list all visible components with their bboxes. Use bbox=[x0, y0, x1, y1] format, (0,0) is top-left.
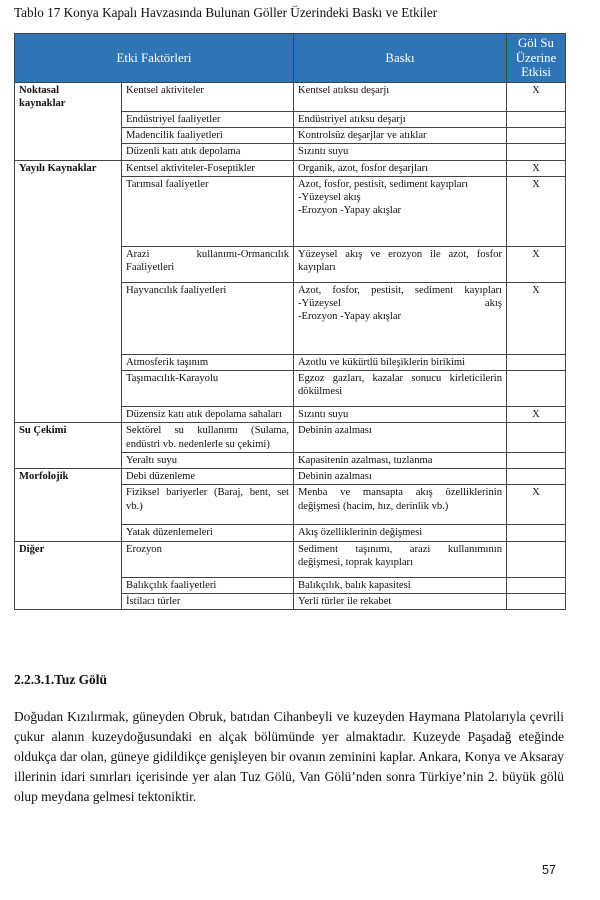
table-row bbox=[15, 525, 566, 541]
effect-cell: X bbox=[507, 485, 566, 525]
group-label-continuation bbox=[15, 593, 122, 609]
group-label-continuation bbox=[15, 525, 122, 541]
factor-cell: Yatak düzenlemeleri bbox=[122, 525, 294, 541]
table-caption: Tablo 17 Konya Kapalı Havzasında Bulunan Göller Üzerindeki Baskı ve Etkiler bbox=[14, 5, 438, 20]
group-label-continuation bbox=[15, 176, 122, 246]
effect-cell: X bbox=[507, 83, 566, 112]
group-label-continuation bbox=[15, 144, 122, 160]
factor-cell: Yeraltı suyu bbox=[122, 452, 294, 468]
table-row bbox=[15, 354, 566, 370]
table-row bbox=[15, 282, 566, 354]
effect-cell bbox=[507, 144, 566, 160]
pressure-cell: Kontrolsüz deşarjlar ve atıklar bbox=[294, 128, 507, 144]
group-label-continuation bbox=[15, 246, 122, 282]
factor-cell: Debi düzenleme bbox=[122, 469, 294, 485]
effect-cell: X bbox=[507, 246, 566, 282]
effect-cell: X bbox=[507, 282, 566, 354]
factor-cell: Kentsel aktiviteler bbox=[122, 83, 294, 112]
effect-cell: X bbox=[507, 176, 566, 246]
factor-cell: Düzenli katı atık depolama bbox=[122, 144, 294, 160]
pressure-cell: Azot, fosfor, pestisit, sediment kayıpları -Yüzeysel akış -Erozyon -Yapay akışlar bbox=[294, 176, 507, 246]
table-row bbox=[15, 371, 566, 407]
pressure-cell: Sızıntı suyu bbox=[294, 407, 507, 423]
pressure-cell: Sediment taşınımı, arazi kullanımının değişmesi, toprak kayıpları bbox=[294, 541, 507, 577]
factor-cell: Tarımsal faaliyetler bbox=[122, 176, 294, 246]
factor-cell: Endüstriyel faaliyetler bbox=[122, 111, 294, 127]
table-row bbox=[15, 160, 566, 176]
effect-cell bbox=[507, 525, 566, 541]
factor-cell: Sektörel su kullanımı (Sulama, endüstri vb. nedenlerle su çekimi) bbox=[122, 423, 294, 452]
table-row bbox=[15, 246, 566, 282]
section-heading: 2.2.3.1.Tuz Gölü bbox=[14, 672, 107, 687]
pressure-cell: Organik, azot, fosfor deşarjları bbox=[294, 160, 507, 176]
group-label-continuation bbox=[15, 111, 122, 127]
group-label-diffuse-sources: Yayılı Kaynaklar bbox=[15, 160, 122, 176]
factor-cell: Taşımacılık-Karayolu bbox=[122, 371, 294, 407]
factor-cell: Fiziksel bariyerler (Baraj, bent, set vb.) bbox=[122, 485, 294, 525]
pressure-cell: Kentsel atıksu deşarjı bbox=[294, 83, 507, 112]
group-label-other: Diğer bbox=[15, 541, 122, 577]
effect-cell bbox=[507, 541, 566, 577]
effect-cell bbox=[507, 111, 566, 127]
factor-cell: Atmosferik taşınım bbox=[122, 354, 294, 370]
effect-cell: X bbox=[507, 160, 566, 176]
table-row bbox=[15, 144, 566, 160]
pressure-cell: Kapasitenin azalması, tuzlanma bbox=[294, 452, 507, 468]
table-row bbox=[15, 469, 566, 485]
effect-cell bbox=[507, 593, 566, 609]
group-label-continuation bbox=[15, 407, 122, 423]
effect-cell bbox=[507, 469, 566, 485]
effect-cell bbox=[507, 371, 566, 407]
table-row bbox=[15, 111, 566, 127]
group-label-continuation bbox=[15, 371, 122, 407]
pressure-cell: Yerli türler ile rekabet bbox=[294, 593, 507, 609]
table-row bbox=[15, 452, 566, 468]
pressure-cell: Yüzeysel akış ve erozyon ile azot, fosfor kayıpları bbox=[294, 246, 507, 282]
header-pressure: Baskı bbox=[294, 34, 507, 83]
factor-cell: Madencilik faaliyetleri bbox=[122, 128, 294, 144]
factor-cell: Arazi kullanımı-Ormancılık Faaliyetleri bbox=[122, 246, 294, 282]
group-label-continuation bbox=[15, 354, 122, 370]
effect-cell bbox=[507, 354, 566, 370]
group-label-continuation bbox=[15, 577, 122, 593]
table-row bbox=[15, 593, 566, 609]
table-row bbox=[15, 176, 566, 246]
pressure-cell: Azot, fosfor, pestisit, sediment kayıpları -Yüzeysel akış -Erozyon -Yapay akışlar bbox=[294, 282, 507, 354]
pressure-cell: Akış özelliklerinin değişmesi bbox=[294, 525, 507, 541]
group-label-continuation bbox=[15, 282, 122, 354]
group-label-point-sources: Noktasal kaynaklar bbox=[15, 83, 122, 112]
table-header-row bbox=[15, 34, 566, 83]
pressure-cell: Azotlu ve kükürtlü bileşiklerin birikimi bbox=[294, 354, 507, 370]
effect-cell bbox=[507, 128, 566, 144]
effect-cell bbox=[507, 452, 566, 468]
table-row bbox=[15, 83, 566, 112]
table-row bbox=[15, 423, 566, 452]
pressure-cell: Egzoz gazları, kazalar sonucu kirleticilerin dökülmesi bbox=[294, 371, 507, 407]
header-lake-effect: Göl Su Üzerine Etkisi bbox=[507, 34, 566, 83]
table-row bbox=[15, 541, 566, 577]
effect-cell bbox=[507, 423, 566, 452]
pressure-cell: Sızıntı suyu bbox=[294, 144, 507, 160]
factor-cell: İstilacı türler bbox=[122, 593, 294, 609]
group-label-continuation bbox=[15, 128, 122, 144]
table-row bbox=[15, 128, 566, 144]
table-row bbox=[15, 577, 566, 593]
group-label-continuation bbox=[15, 485, 122, 525]
factor-cell: Hayvancılık faaliyetleri bbox=[122, 282, 294, 354]
effect-cell: X bbox=[507, 407, 566, 423]
pressure-cell: Menba ve mansapta akış özelliklerinin değişmesi (hacim, hız, derinlik vb.) bbox=[294, 485, 507, 525]
factor-cell: Erozyon bbox=[122, 541, 294, 577]
factor-cell: Düzensiz katı atık depolama sahaları bbox=[122, 407, 294, 423]
factor-cell: Balıkçılık faaliyetleri bbox=[122, 577, 294, 593]
effect-cell bbox=[507, 577, 566, 593]
body-paragraph: Doğudan Kızılırmak, güneyden Obruk, batıdan Cihanbeyli ve kuzeyden Haymana Platolarıyla çevrili çukur alanın kuzeydoğusundaki en alçak bölümünde yer almaktadır. Kuzeyde Paşadağ eteğinde oldukça dar olan, güneye gidildikçe genişleyen bir ovanın zeminini kaplar. Ankara, Konya ve Aksaray illerinin idari sınırları içerisinde yer alan Tuz Gölü, Van Gölü’nden sonra Türkiye’nin 2. büyük gölü olup meydana gelmesi tektoniktir. bbox=[14, 709, 564, 804]
group-label-continuation bbox=[15, 452, 122, 468]
table-row bbox=[15, 485, 566, 525]
group-label-water-withdrawal: Su Çekimi bbox=[15, 423, 122, 452]
pressure-cell: Endüstriyel atıksu deşarjı bbox=[294, 111, 507, 127]
page-number: 57 bbox=[542, 863, 557, 877]
table-row bbox=[15, 407, 566, 423]
header-impact-factors: Etki Faktörleri bbox=[15, 34, 294, 83]
pressure-impact-table bbox=[14, 33, 566, 610]
pressure-cell: Balıkçılık, balık kapasitesi bbox=[294, 577, 507, 593]
factor-cell: Kentsel aktiviteler-Foseptikler bbox=[122, 160, 294, 176]
pressure-cell: Debinin azalması bbox=[294, 469, 507, 485]
group-label-morphological: Morfolojik bbox=[15, 469, 122, 485]
pressure-cell: Debinin azalması bbox=[294, 423, 507, 452]
